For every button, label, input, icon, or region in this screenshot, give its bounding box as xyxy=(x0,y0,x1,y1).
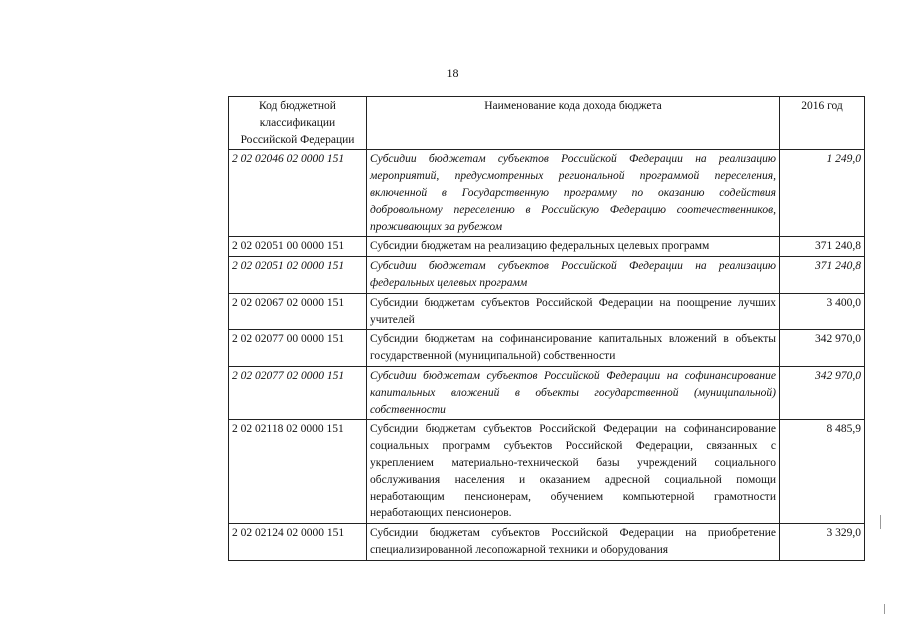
row-amount: 371 240,8 xyxy=(780,257,865,294)
row-amount: 342 970,0 xyxy=(780,366,865,419)
table-row xyxy=(229,330,865,367)
table-row xyxy=(229,524,865,561)
row-code: 2 02 02046 02 0000 151 xyxy=(229,150,367,237)
row-name: Субсидии бюджетам субъектов Российской Федерации на реализацию мероприятий, предусмотренных региональной программой переселения, включенной в Государственную программу по оказанию содействия добровольному переселению в Российскую Федерацию соотечественников, проживающих за рубежом xyxy=(367,150,780,237)
header-code: Код бюджетной классификации Российской Федерации xyxy=(229,97,367,150)
table-row xyxy=(229,366,865,419)
row-amount: 3 329,0 xyxy=(780,524,865,561)
table-header-row xyxy=(229,97,865,150)
row-name: Субсидии бюджетам на софинансирование капитальных вложений в объекты государственной (муниципальной) собственности xyxy=(367,330,780,367)
row-amount: 342 970,0 xyxy=(780,330,865,367)
row-code: 2 02 02051 00 0000 151 xyxy=(229,237,367,257)
table-row xyxy=(229,237,865,257)
row-amount: 3 400,0 xyxy=(780,293,865,330)
header-name: Наименование кода дохода бюджета xyxy=(367,97,780,150)
row-name: Субсидии бюджетам субъектов Российской Федерации на поощрение лучших учителей xyxy=(367,293,780,330)
budget-income-table xyxy=(228,96,865,561)
row-code: 2 02 02118 02 0000 151 xyxy=(229,420,367,524)
row-code: 2 02 02051 02 0000 151 xyxy=(229,257,367,294)
page-number: 18 xyxy=(446,66,459,80)
row-amount: 1 249,0 xyxy=(780,150,865,237)
row-code: 2 02 02124 02 0000 151 xyxy=(229,524,367,561)
header-year: 2016 год xyxy=(780,97,865,150)
row-amount: 371 240,8 xyxy=(780,237,865,257)
scan-edge-mark xyxy=(884,604,885,614)
row-amount: 8 485,9 xyxy=(780,420,865,524)
scan-edge-mark xyxy=(880,515,881,529)
table-row xyxy=(229,420,865,524)
table-row xyxy=(229,293,865,330)
row-code: 2 02 02077 02 0000 151 xyxy=(229,366,367,419)
row-code: 2 02 02067 02 0000 151 xyxy=(229,293,367,330)
row-name: Субсидии бюджетам субъектов Российской Федерации на реализацию федеральных целевых программ xyxy=(367,257,780,294)
table-row xyxy=(229,150,865,237)
table-row xyxy=(229,257,865,294)
row-name: Субсидии бюджетам субъектов Российской Федерации на софинансирование капитальных вложений в объекты государственной (муниципальной) собственности xyxy=(367,366,780,419)
row-name: Субсидии бюджетам субъектов Российской Федерации на приобретение специализированной лесопожарной техники и оборудования xyxy=(367,524,780,561)
row-name: Субсидии бюджетам субъектов Российской Федерации на софинансирование социальных программ субъектов Российской Федерации, связанных с укреплением материально-технической базы учреждений социального обслуживания населения и оказанием адресной социальной помощи неработающим пенсионерам, обучением компьютерной грамотности неработающих пенсионеров. xyxy=(367,420,780,524)
row-code: 2 02 02077 00 0000 151 xyxy=(229,330,367,367)
row-name: Субсидии бюджетам на реализацию федеральных целевых программ xyxy=(367,237,780,257)
